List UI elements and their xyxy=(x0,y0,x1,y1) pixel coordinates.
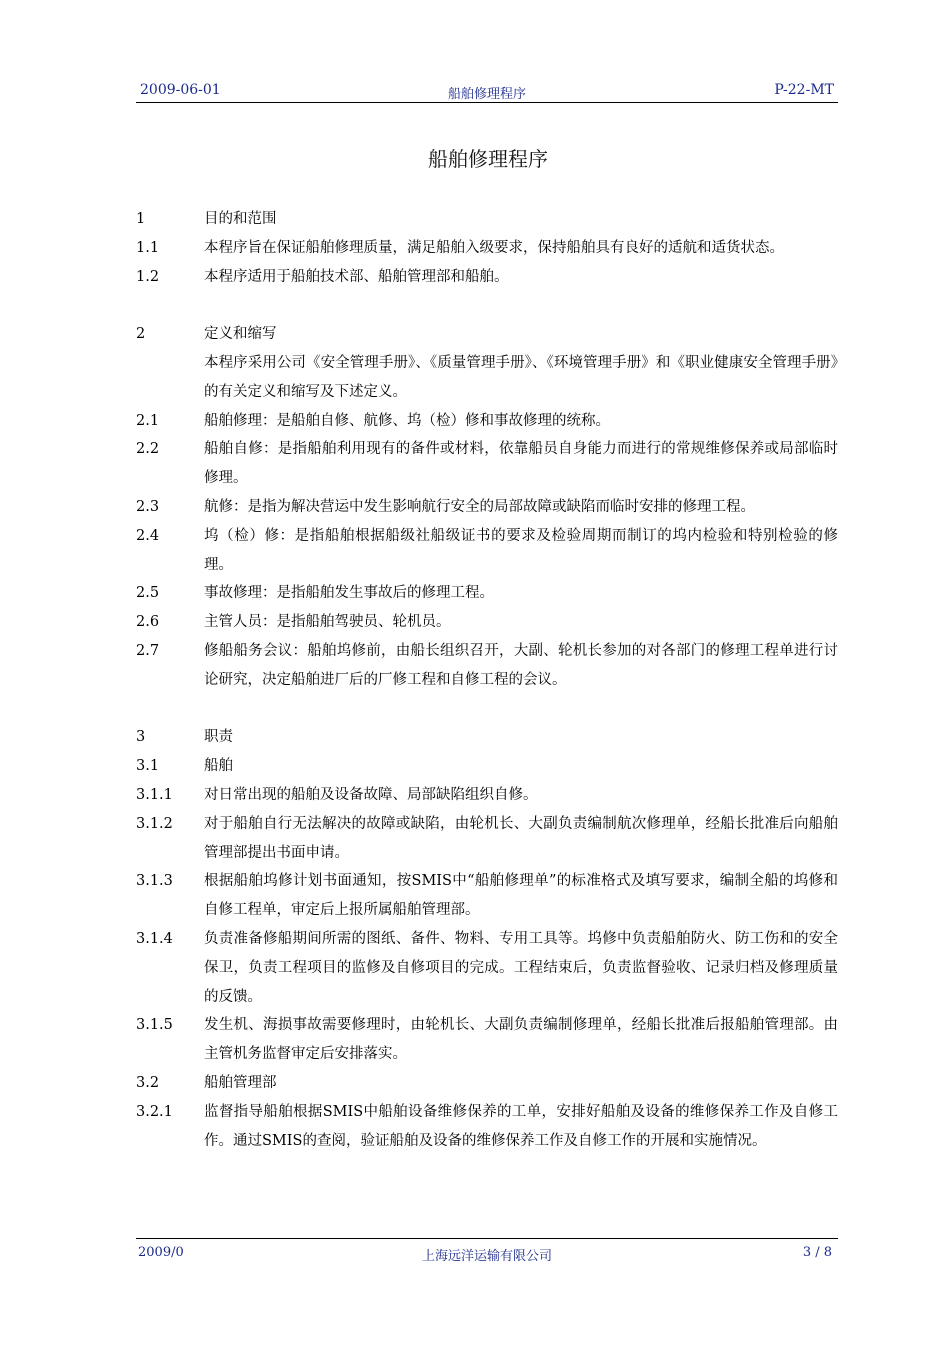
section-number: 1.1 xyxy=(136,239,160,256)
section-row xyxy=(136,1098,838,1156)
section-number: 2.3 xyxy=(136,498,160,515)
section-number: 2.7 xyxy=(136,642,160,659)
section-text: 发生机、海损事故需要修理时，由轮机长、大副负责编制修理单，经船长批准后报船舶管理部。由主管机务监督审定后安排落实。 xyxy=(204,1017,838,1063)
section-number: 3.1.5 xyxy=(136,1017,173,1034)
section-row xyxy=(136,407,838,436)
section-row xyxy=(136,723,838,752)
section-number: 1 xyxy=(136,211,146,227)
section-row xyxy=(136,522,838,580)
section-row xyxy=(136,320,838,349)
section-number: 3.2.1 xyxy=(136,1103,173,1120)
page-title: 船舶修理程序 xyxy=(428,147,548,171)
section-text: 修船船务会议：船舶坞修前，由船长组织召开，大副、轮机长参加的对各部门的修理工程单进行讨论研究，决定船舶进厂后的厂修工程和自修工程的会议。 xyxy=(204,642,838,688)
section-number xyxy=(136,349,204,407)
section-row xyxy=(136,608,838,637)
section-row xyxy=(136,1011,838,1069)
section-text: 根据船舶坞修计划书面通知，按SMIS中“船舶修理单”的标准格式及填写要求，编制全船的坞修和自修工程单，审定后上报所属船舶管理部。 xyxy=(204,873,838,919)
section-number: 3.1.1 xyxy=(136,786,173,803)
section-text: 目的和范围 xyxy=(204,211,277,227)
section-text: 对日常出现的船舶及设备故障、局部缺陷组织自修。 xyxy=(204,786,538,803)
section-row xyxy=(136,752,838,781)
section-number: 2.4 xyxy=(136,527,160,544)
section-text: 船舶自修：是指船舶利用现有的备件或材料，依靠船员自身能力而进行的常规维修保养或局部临时修理。 xyxy=(204,441,838,487)
section-text: 职责 xyxy=(204,729,233,746)
section-row xyxy=(136,925,838,1011)
section-text: 船舶 xyxy=(204,758,233,775)
section-row xyxy=(136,205,838,234)
page-header xyxy=(136,82,838,103)
section-text: 坞（检）修：是指船舶根据船级社船级证书的要求及检验周期而制订的坞内检验和特别检验的修理。 xyxy=(204,527,838,573)
section-number: 3.1 xyxy=(136,758,160,775)
section-number: 2.5 xyxy=(136,585,160,602)
section-text: 本程序采用公司《安全管理手册》、《质量管理手册》、《环境管理手册》和《职业健康安全管理手册》的有关定义和缩写及下述定义。 xyxy=(204,354,838,400)
footer-page-number: 3 / 8 xyxy=(802,1245,832,1260)
section-number: 2.1 xyxy=(136,412,160,429)
section-row xyxy=(136,867,838,925)
header-doc-code: P-22-MT xyxy=(774,82,834,98)
section-text: 本程序旨在保证船舶修理质量，满足船舶入级要求，保持船舶具有良好的适航和适货状态。 xyxy=(204,239,784,256)
section-text: 主管人员：是指船舶驾驶员、轮机员。 xyxy=(204,614,451,631)
section-number: 2 xyxy=(136,326,146,343)
section-row xyxy=(136,810,838,868)
section-number: 2.2 xyxy=(136,441,160,458)
section-text: 对于船舶自行无法解决的故障或缺陷，由轮机长、大副负责编制航次修理单，经船长批准后向船舶管理部提出书面申请。 xyxy=(204,815,838,861)
section-number: 3.2 xyxy=(136,1074,160,1091)
section-number: 3.1.2 xyxy=(136,815,173,832)
footer-date: 2009/0 xyxy=(138,1245,184,1260)
section-gap xyxy=(136,291,838,320)
section-number: 3.1.3 xyxy=(136,873,173,890)
section-row xyxy=(136,435,838,493)
section-row xyxy=(136,263,838,292)
header-doc-title: 船舶修理程序 xyxy=(447,87,526,102)
section-text: 监督指导船舶根据SMIS中船舶设备维修保养的工单，安排好船舶及设备的维修保养工作及自修工作。通过SMIS的查阅，验证船舶及设备的维修保养工作及自修工作的开展和实施情况。 xyxy=(204,1103,838,1149)
section-text: 定义和缩写 xyxy=(204,326,277,343)
section-row xyxy=(136,579,838,608)
section-row xyxy=(136,781,838,810)
section-text: 事故修理：是指船舶发生事故后的修理工程。 xyxy=(204,585,494,602)
section-number: 2.6 xyxy=(136,614,160,631)
footer-company: 上海远洋运输有限公司 xyxy=(421,1249,552,1264)
section-text: 本程序适用于船舶技术部、船舶管理部和船舶。 xyxy=(204,268,509,285)
section-row xyxy=(136,493,838,522)
section-text: 航修：是指为解决营运中发生影响航行安全的局部故障或缺陷而临时安排的修理工程。 xyxy=(204,498,755,515)
section-gap xyxy=(136,695,838,724)
section-number: 3 xyxy=(136,729,146,746)
page-footer xyxy=(136,1238,838,1264)
section-row xyxy=(136,637,838,695)
section-number: 3.1.4 xyxy=(136,930,173,947)
section-row xyxy=(136,349,838,407)
section-text: 船舶管理部 xyxy=(204,1074,277,1091)
section-number: 1.2 xyxy=(136,268,160,285)
section-row xyxy=(136,1069,838,1098)
header-date: 2009-06-01 xyxy=(140,82,221,98)
section-text: 船舶修理：是船舶自修、航修、坞（检）修和事故修理的统称。 xyxy=(204,412,610,429)
section-row xyxy=(136,234,838,263)
document-body xyxy=(136,205,838,1155)
section-text: 负责准备修船期间所需的图纸、备件、物料、专用工具等。坞修中负责船舶防火、防工伤和的安全保卫，负责工程项目的监修及自修项目的完成。工程结束后，负责监督验收、记录归档及修理质量的反馈。 xyxy=(204,930,838,1005)
